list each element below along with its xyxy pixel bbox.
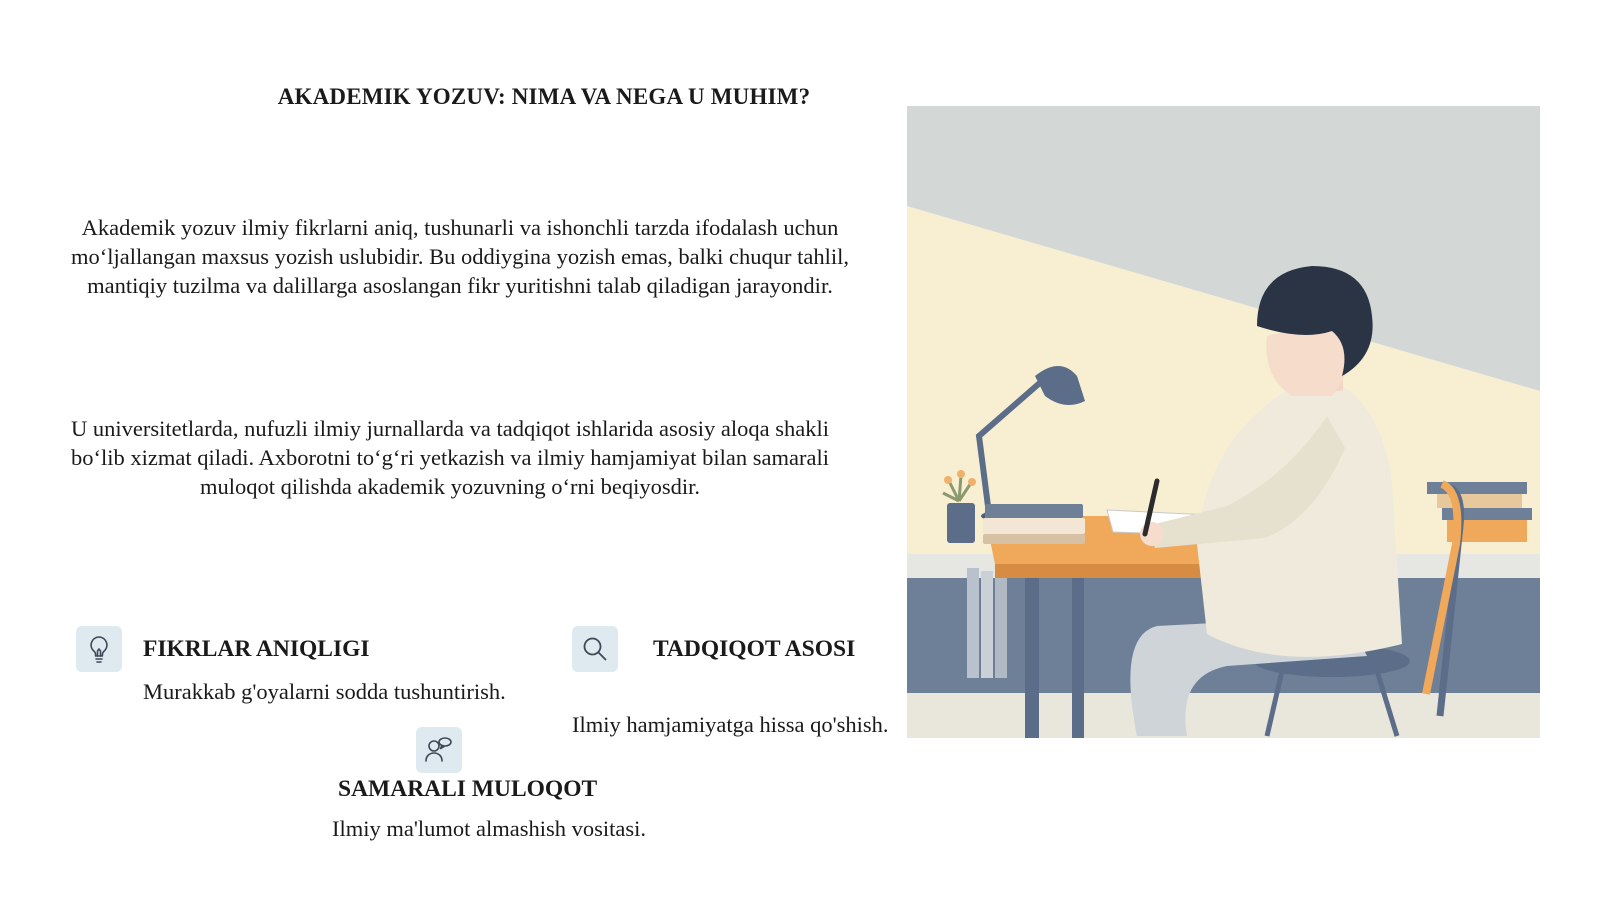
feature-title-research: TADQIQOT ASOSI: [653, 636, 856, 662]
student-writing-illustration: [907, 106, 1540, 738]
search-icon: [572, 626, 618, 672]
feature-desc-communication: Ilmiy ma'lumot almashish vositasi.: [332, 816, 647, 841]
intro-paragraph: Akademik yozuv ilmiy fikrlarni aniq, tushunarli va ishonchli tarzda ifodalash uchun mo‘ljallangan maxsus yozish uslubidir. Bu oddiygina yozish emas, balki chuqur tahlil, mantiqiy tuzilma va dalillarga asoslangan fikr yuritishni talab qiladigan jarayondir.: [70, 215, 850, 298]
people-icon: [416, 727, 462, 773]
feature-title-communication: SAMARALI MULOQOT: [338, 776, 598, 802]
feature-desc-clarity: Murakkab g'oyalarni sodda tushuntirish.: [143, 679, 506, 704]
usage-paragraph: U universitetlarda, nufuzli ilmiy jurnallarda va tadqiqot ishlarida asosiy aloqa shakli bo‘lib xizmat qiladi. Axborotni to‘g‘ri yetkazish va ilmiy hamjamiyat bilan samarali muloqot qilishda akademik yozuvning o‘rni beqiyosdir.: [71, 416, 829, 499]
feature-desc-research: Ilmiy hamjamiyatga hissa qo'shish.: [572, 712, 889, 737]
feature-title-clarity: FIKRLAR ANIQLIGI: [143, 636, 370, 662]
slide-title: AKADEMIK YOZUV: NIMA VA NEGA U MUHIM?: [277, 84, 811, 109]
lightbulb-icon: [76, 626, 122, 672]
